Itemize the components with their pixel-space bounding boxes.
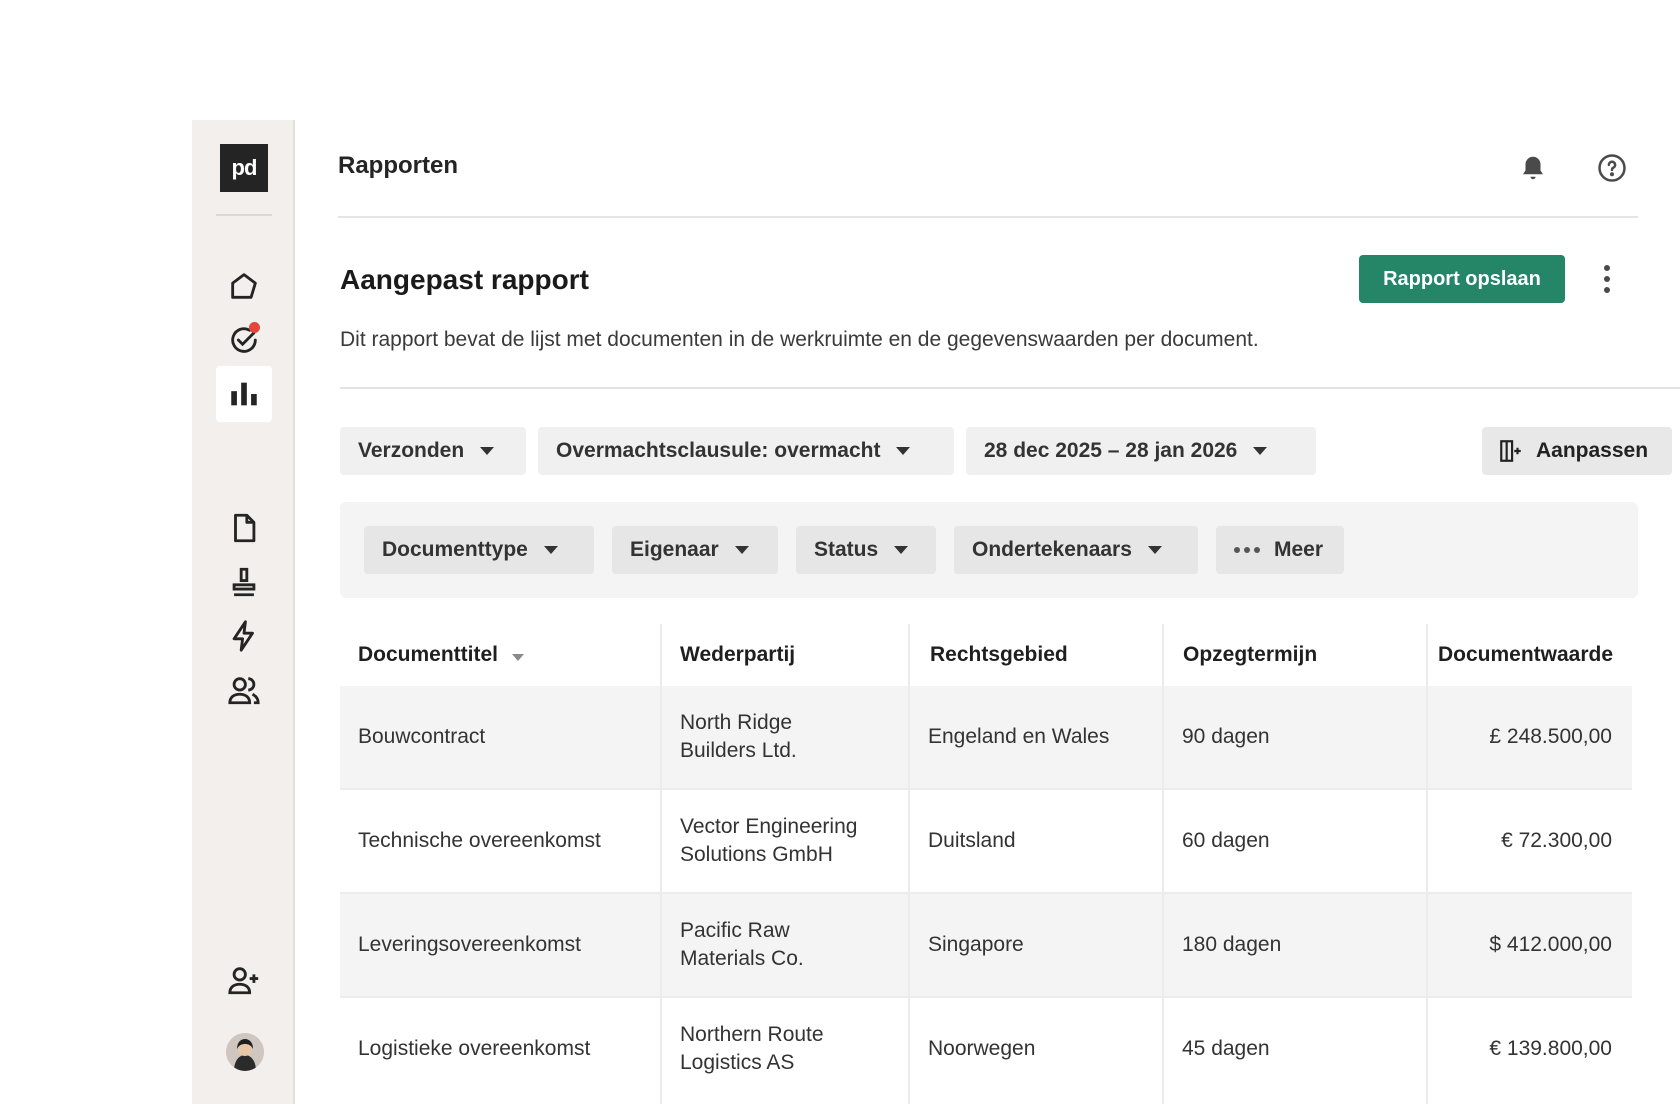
column-header-label: Documenttitel [358, 643, 499, 666]
cell-title: Logistieke overeenkomst [358, 1037, 591, 1060]
column-header-counterparty[interactable] [680, 624, 795, 686]
page-title: Rapporten [338, 152, 458, 179]
party-line: North Ridge [680, 711, 793, 734]
column-header-notice-period[interactable] [1183, 624, 1317, 686]
sidebar-item-invite[interactable] [216, 952, 272, 1008]
cell-notice-period: 180 dagen [1182, 933, 1282, 956]
chevron-down-icon [735, 546, 749, 554]
save-report-button[interactable]: Rapport opslaan [1359, 255, 1565, 303]
column-header-jurisdiction[interactable] [930, 624, 1068, 686]
chevron-down-icon [1253, 447, 1267, 455]
user-photo-icon [226, 1033, 264, 1071]
more-options-button[interactable] [1595, 262, 1619, 296]
chip-label: Overmachtsclausule: overmacht [556, 439, 881, 462]
cell-jurisdiction: Noorwegen [928, 1037, 1036, 1060]
table-row[interactable] [340, 686, 1632, 790]
sidebar-item-contacts[interactable] [216, 662, 272, 718]
bar-chart-icon [227, 377, 261, 411]
more-filters-button[interactable] [1216, 526, 1344, 574]
header-divider [338, 216, 1638, 218]
sidebar-item-documents[interactable] [216, 500, 272, 556]
party-line: Vector Engineering [680, 815, 858, 838]
cell-document-value: £ 248.500,00 [1489, 725, 1612, 748]
bell-icon [1518, 152, 1548, 184]
report-description: Dit rapport bevat de lijst met documenten in de werkruimte en de gegevenswaarden per document. [340, 328, 1259, 351]
adjust-columns-button[interactable] [1482, 427, 1672, 475]
cell-notice-period: 60 dagen [1182, 829, 1270, 852]
chevron-down-icon [1148, 546, 1162, 554]
column-header-title[interactable] [358, 624, 524, 686]
users-icon [227, 673, 261, 707]
cell-document-value: $ 412.000,00 [1489, 933, 1612, 956]
kebab-dot [1604, 265, 1610, 271]
column-divider [908, 624, 910, 1104]
chip-label: Eigenaar [630, 538, 719, 561]
cell-document-value: € 72.300,00 [1501, 829, 1612, 852]
filter-signers[interactable] [954, 526, 1198, 574]
report-title: Aangepast rapport [340, 264, 589, 295]
logo-text: pd [231, 155, 257, 180]
cell-counterparty [680, 998, 824, 1100]
notification-dot [249, 322, 260, 333]
cell-notice-period: 45 dagen [1182, 1037, 1270, 1060]
cell-jurisdiction: Singapore [928, 933, 1024, 956]
column-header-document-value[interactable] [1438, 624, 1613, 686]
sidebar [192, 120, 295, 1104]
filter-panel [340, 502, 1638, 598]
columns-add-icon [1498, 438, 1524, 464]
filter-date-range[interactable] [966, 427, 1316, 475]
chevron-down-icon [894, 546, 908, 554]
column-header-label: Rechtsgebied [930, 643, 1068, 666]
document-icon [227, 511, 261, 545]
column-header-label: Wederpartij [680, 643, 796, 666]
chevron-down-icon [480, 447, 494, 455]
column-header-label: Documentwaarde [1438, 643, 1614, 666]
chip-label: Documenttype [382, 538, 528, 561]
filter-owner[interactable] [612, 526, 778, 574]
chip-label: Verzonden [358, 439, 465, 462]
more-dots-icon [1234, 547, 1260, 553]
sidebar-item-automation[interactable] [216, 608, 272, 664]
sidebar-item-notary[interactable] [216, 554, 272, 610]
table-header-row [340, 624, 1632, 686]
column-divider [660, 624, 662, 1104]
description-divider [340, 387, 1680, 389]
cell-jurisdiction: Duitsland [928, 829, 1016, 852]
chip-label: Status [814, 538, 879, 561]
party-line: Materials Co. [680, 947, 804, 970]
cell-title: Bouwcontract [358, 725, 486, 748]
notifications-button[interactable] [1516, 151, 1550, 185]
adjust-label: Aanpassen [1536, 439, 1649, 462]
filter-status[interactable] [796, 526, 936, 574]
party-line: Northern Route [680, 1023, 824, 1046]
help-icon [1597, 153, 1627, 183]
column-divider [1426, 624, 1428, 1104]
avatar[interactable] [226, 1033, 264, 1071]
sort-down-icon [512, 654, 524, 661]
cell-title: Leveringsovereenkomst [358, 933, 581, 956]
chevron-down-icon [896, 447, 910, 455]
filter-force-majeure[interactable] [538, 427, 954, 475]
chip-label: Meer [1274, 538, 1324, 561]
stamp-icon [227, 565, 261, 599]
column-header-label: Opzegtermijn [1183, 643, 1318, 666]
lightning-icon [227, 619, 261, 653]
chip-label: Ondertekenaars [972, 538, 1132, 561]
party-line: Pacific Raw [680, 919, 790, 942]
sidebar-item-reports[interactable] [216, 366, 272, 422]
filter-status-sent[interactable] [340, 427, 526, 475]
sidebar-item-tasks[interactable] [216, 312, 272, 368]
home-icon [227, 269, 261, 303]
cell-document-value: € 139.800,00 [1489, 1037, 1612, 1060]
table-row[interactable] [340, 998, 1632, 1102]
table-row[interactable] [340, 790, 1632, 894]
chevron-down-icon [544, 546, 558, 554]
pandadoc-logo[interactable] [220, 144, 268, 192]
sidebar-item-home[interactable] [216, 258, 272, 314]
filter-document-type[interactable] [364, 526, 594, 574]
kebab-dot [1604, 287, 1610, 293]
report-table [340, 624, 1632, 1074]
chip-label: 28 dec 2025 – 28 jan 2026 [984, 439, 1238, 462]
help-button[interactable] [1595, 151, 1629, 185]
sidebar-divider [216, 214, 272, 216]
cell-counterparty [680, 894, 804, 996]
cell-notice-period: 90 dagen [1182, 725, 1270, 748]
party-line: Solutions GmbH [680, 843, 833, 866]
cell-jurisdiction: Engeland en Wales [928, 725, 1110, 748]
cell-counterparty [680, 686, 797, 788]
cell-counterparty [680, 790, 857, 892]
cell-title: Technische overeenkomst [358, 829, 601, 852]
party-line: Logistics AS [680, 1051, 795, 1074]
add-user-icon [227, 963, 261, 997]
kebab-dot [1604, 276, 1610, 282]
column-divider [1162, 624, 1164, 1104]
party-line: Builders Ltd. [680, 739, 797, 762]
table-row[interactable] [340, 894, 1632, 998]
